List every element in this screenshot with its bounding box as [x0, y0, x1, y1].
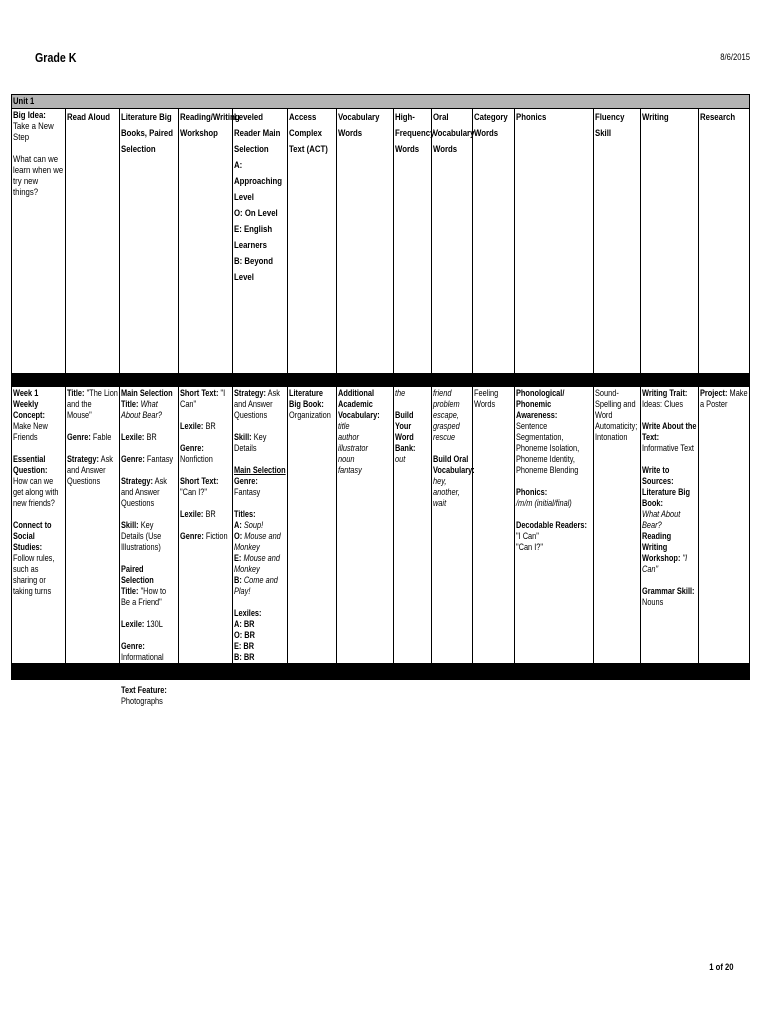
curriculum-table	[11, 94, 750, 706]
week-1-phonics-cell: Phonological/ Phonemic Awareness: Sentence Segmentation, Phoneme Isolation, Phoneme Identity, Phoneme Blending Phonics: /m/m (initial/final) Decodable Readers: "I Can" "Can I?"	[515, 387, 594, 663]
header-literature-big-books: Literature Big Books, Paired Selection	[120, 109, 179, 373]
header-leveled-reader: Leveled Reader Main Selection A: Approaching Level O: On Level E: English Learners B: Beyond Level	[233, 109, 288, 373]
unit-title: Unit 1	[13, 96, 35, 106]
header-phonics: Phonics	[515, 109, 594, 373]
week-1-act-cell: Literature Big Book: Organization	[288, 387, 337, 663]
header-research: Research	[700, 112, 736, 123]
header-category-words: Category Words	[473, 109, 515, 373]
separator-bar	[12, 373, 749, 387]
header-access-complex-text: Access Complex Text (ACT)	[288, 109, 337, 373]
unit-header-bar	[12, 95, 749, 109]
week-1-concept-cell: Week 1 Weekly Concept: Make New Friends Essential Question: How can we get along with new friends? Connect to Social Studies: Follow rules, such as sharing or taking turns	[12, 387, 66, 663]
header-high-frequency-words: High-Frequency Words	[394, 109, 432, 373]
header-vocabulary-words: Vocabulary Words	[337, 109, 394, 373]
week-1-vocabulary-cell: Additional Academic Vocabulary: title author illustrator noun fantasy	[337, 387, 394, 663]
week-1-fluency-cell: Sound-Spelling and Word Automaticity; Intonation	[594, 387, 641, 663]
week-1-workshop-cell: Short Text: "I Can" Lexile: BR Genre: Nonfiction Short Text: "Can I?" Lexile: BR Genre: Fiction	[179, 387, 233, 663]
column-header-row	[12, 109, 749, 373]
bottom-bar	[12, 663, 749, 679]
document-date: 8/6/2015	[720, 52, 750, 62]
week-1-row	[12, 387, 749, 706]
week-1-oral-vocabulary-cell: friend problem escape, grasped rescue Build Oral Vocabulary: hey, another, wait	[432, 387, 473, 663]
page-number: 1 of 20	[709, 962, 734, 972]
header-read-aloud: Read Aloud	[66, 109, 120, 373]
header-oral-vocabulary-words: Oral Vocabulary Words	[432, 109, 473, 373]
header-big-idea: Big Idea: Take a New Step What can we learn when we try new things?	[12, 109, 66, 373]
week-1-leveled-reader-cell: Strategy: Ask and Answer Questions Skill: Key Details Main Selection Genre: Fantasy Titles: A: Soup! O: Mouse and Monkey E: Mouse and Monkey B: Come and Play! Lexiles: A: BR O: BR E: BR B: BR	[233, 387, 288, 663]
header-fluency-skill: Fluency Skill	[594, 109, 641, 373]
week-1-high-frequency-cell: the Build Your Word Bank: out	[394, 387, 432, 663]
header-reading-writing-workshop: Reading/Writing Workshop	[179, 109, 233, 373]
grade-title: Grade K	[35, 50, 77, 65]
week-1-category-cell: Feeling Words	[473, 387, 515, 663]
week-1-research-cell: Project: Make a Poster	[700, 388, 748, 409]
week-1-read-aloud-cell: Title: "The Lion and the Mouse" Genre: Fable Strategy: Ask and Answer Questions	[66, 387, 120, 663]
header-writing: Writing	[641, 109, 699, 373]
week-1-writing-cell: Writing Trait: Ideas: Clues Write About the Text: Informative Text Write to Sources: Literature Big Book: What About Bear? Reading Writing Workshop: "I Can" Grammar Skill: Nouns	[641, 387, 699, 663]
week-1-big-book-cell: Main Selection Title: What About Bear? Lexile: BR Genre: Fantasy Strategy: Ask and Answer Questions Skill: Key Details (Use Illustrations) Paired Selection Title: "How to Be a Friend" Lexile: 130L Genre: Informational Text Feature: Photographs	[120, 387, 179, 663]
